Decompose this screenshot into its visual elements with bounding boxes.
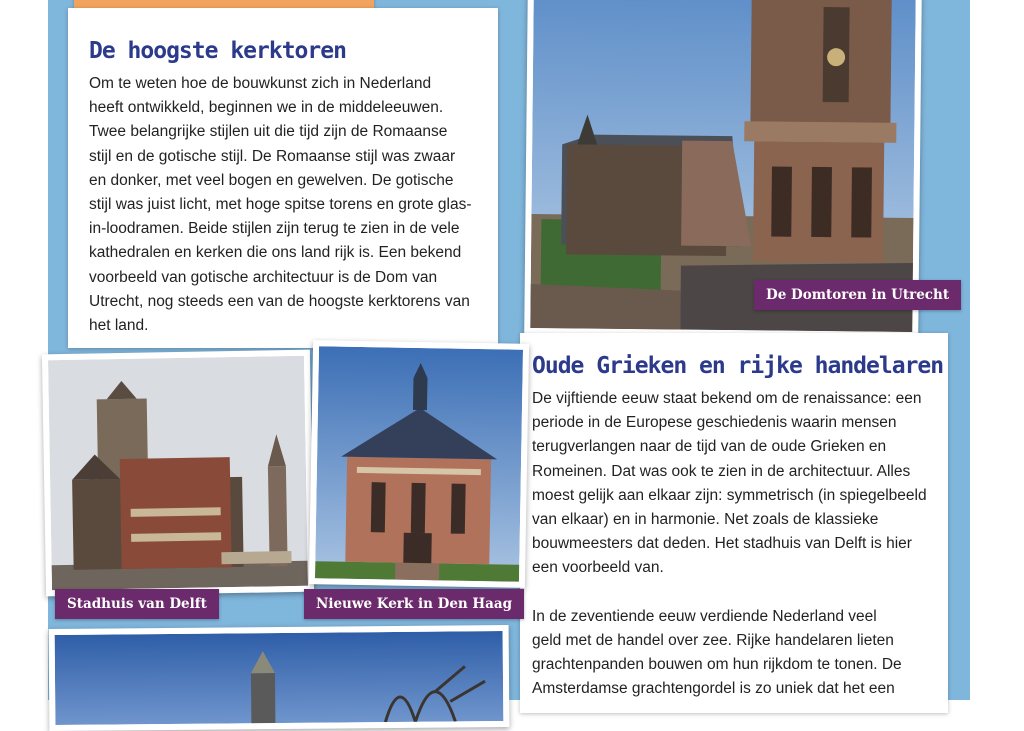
article-card-oude-grieken [520,333,948,713]
caption-stadhuis-delft: Stadhuis van Delft [55,589,219,619]
caption-nieuwe-kerk: Nieuwe Kerk in Den Haag [304,589,524,619]
article-title: De hoogste kerktoren [89,38,346,64]
stadhuis-delft-image [48,356,308,590]
article-card-hoogste-kerktoren [68,8,498,348]
photo-nieuwe-kerk [309,340,529,588]
article-title: Oude Grieken en rijke handelaren [532,353,944,379]
article-body: Om te weten hoe de bouwkunst zich in Nederland heeft ontwikkeld, beginnen we in de middeleeuwen. Twee belangrijke stijlen uit die tijd zijn de Romaanse stijl en de gotische stijl. De Romaanse stijl was zwaar en donker, met veel bogen en gewelven. De gotische stijl was juist licht, met hoge spitse torens en grote glas- in-loodramen. Beide stijlen zijn terug te zien in de vele kathedralen en kerken die ons land rijk is. Een bekend voorbeeld van gotische architectuur is de Dom van Utrecht, nog steeds een van de hoogste kerktorens van het land. [89,75,472,335]
photo-bottom [49,625,510,731]
bottom-photo-image [55,631,504,725]
photo-stadhuis-delft [42,350,314,597]
article-body-paragraph-2: In de zeventiende eeuw verdiende Nederland veel geld met de handel over zee. Rijke handelaren lieten grachtenpanden bouwen om hun rijkdom te tonen. De Amsterdamse grachtengordel is zo uniek dat het een [532,607,902,698]
caption-domtoren: De Domtoren in Utrecht [754,280,961,310]
nieuwe-kerk-image [315,346,523,582]
article-body-paragraph-1: De vijftiende eeuw staat bekend om de renaissance: een periode in de Europese geschiedenis waarin mensen terugverlangen naar de tijd van de oude Grieken en Romeinen. Dat was ook te zien in de architectuur. Alles moest gelijk aan elkaar zijn: symmetrisch (in spiegelbeeld van elkaar) en in harmonie. Net zoals de klassieke bouwmeesters dat deden. Het stadhuis van Delft is hier een voorbeeld van. [532,390,927,577]
